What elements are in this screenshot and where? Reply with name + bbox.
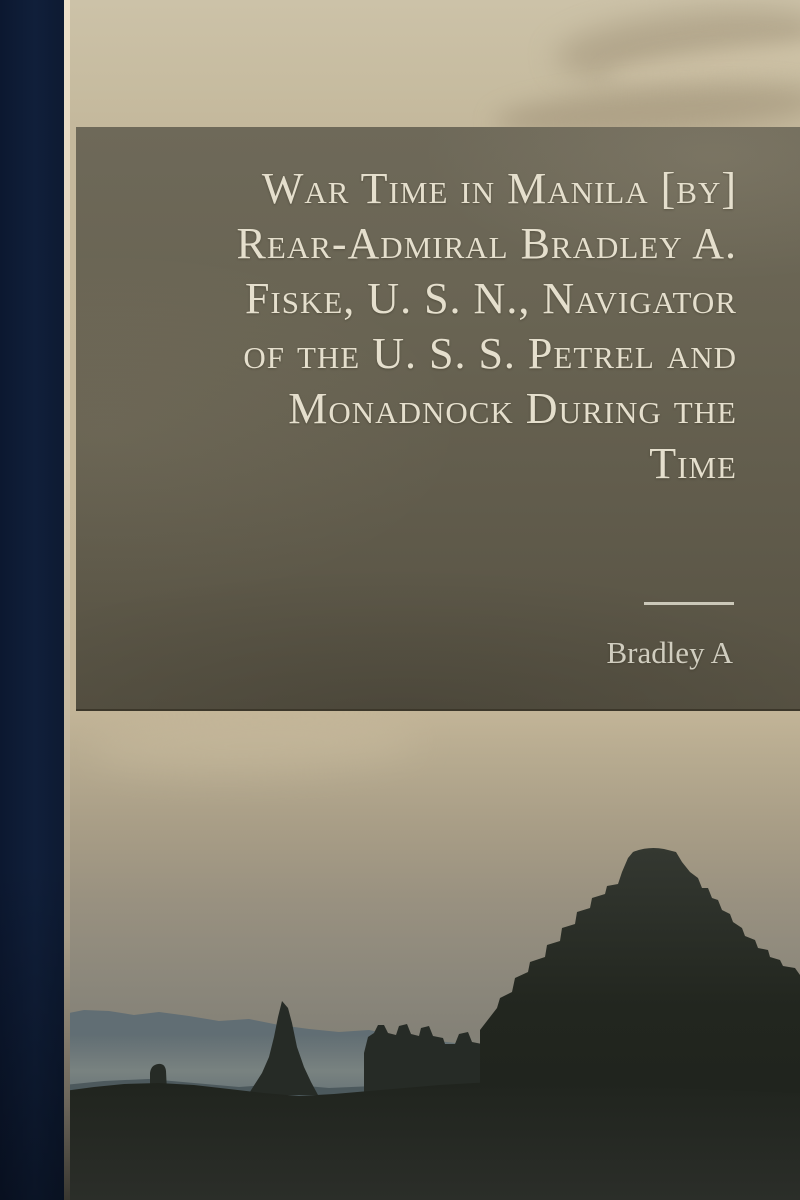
spine-highlight	[64, 0, 70, 1200]
sky-strip	[64, 0, 800, 127]
title-line: Fiske, U. S. N., Navigator	[244, 274, 737, 323]
book-title	[76, 127, 800, 491]
title-line: of the U. S. S. Petrel and	[243, 329, 737, 378]
title-line: Time	[649, 439, 737, 488]
author-separator	[644, 602, 734, 605]
spine-bar	[0, 0, 64, 1200]
title-panel	[76, 127, 800, 711]
foreground-treeline	[64, 1081, 800, 1200]
title-line: War Time in Manila [by]	[261, 164, 737, 213]
author-name: Bradley A	[606, 635, 733, 670]
title-line: Rear-Admiral Bradley A.	[236, 219, 737, 268]
title-line: Monadnock During the	[288, 384, 737, 433]
landscape-silhouette	[64, 713, 800, 1200]
